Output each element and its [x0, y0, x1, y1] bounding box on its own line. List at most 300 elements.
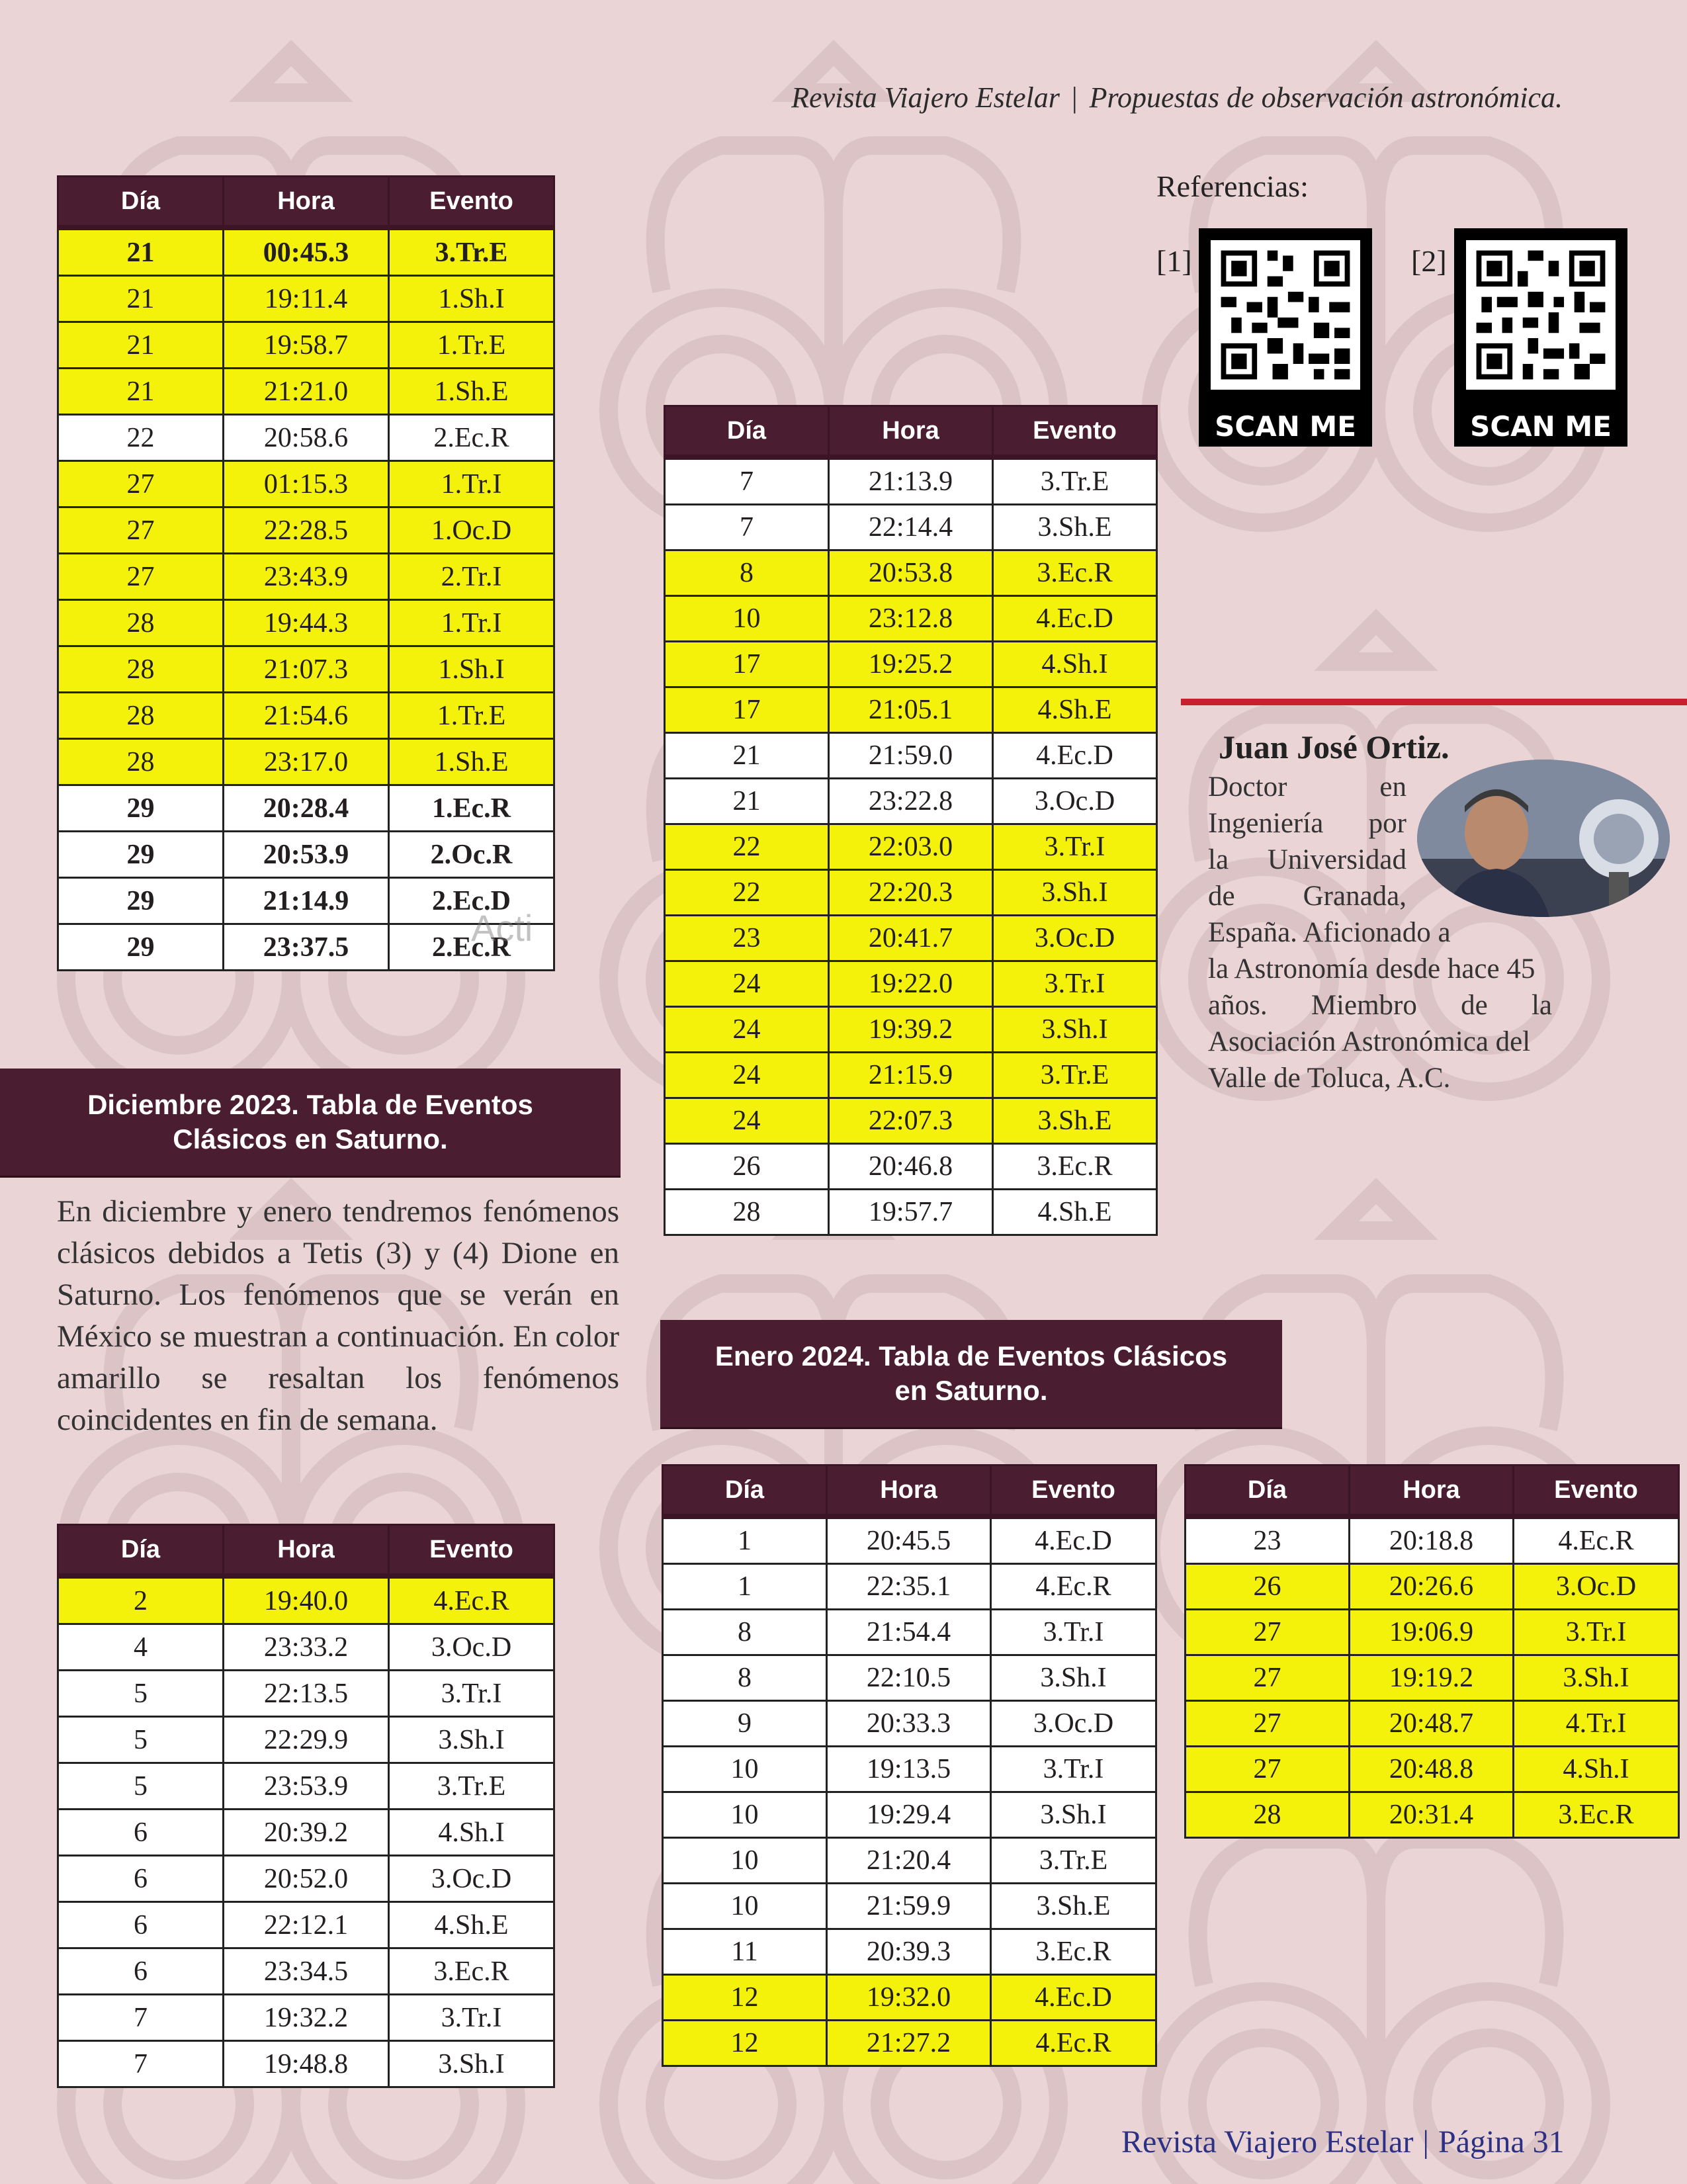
qr-code-2[interactable]	[1454, 228, 1627, 447]
table-row	[663, 1884, 1156, 1929]
cell-hora: 20:28.4	[224, 785, 389, 832]
cell-hora: 20:48.8	[1350, 1747, 1514, 1792]
cell-evento: 3.Sh.E	[991, 1884, 1156, 1929]
cell-evento: 4.Ec.R	[991, 1564, 1156, 1610]
cell-evento: 3.Oc.D	[389, 1856, 554, 1902]
cell-evento: 1.Sh.E	[389, 739, 554, 785]
cell-dia: 8	[663, 1655, 827, 1701]
bio-line: España. Aficionado a	[1208, 917, 1451, 948]
cell-dia: 7	[665, 457, 829, 505]
cell-dia: 26	[1186, 1564, 1350, 1610]
table-row	[665, 1007, 1157, 1053]
cell-evento: 1.Tr.I	[389, 600, 554, 646]
reference-number-2: [2]	[1411, 244, 1447, 278]
col-dia: Día	[58, 177, 224, 228]
table-row	[58, 646, 554, 693]
cell-hora: 20:52.0	[224, 1856, 389, 1902]
table-row	[663, 1792, 1156, 1838]
cell-dia: 21	[58, 369, 224, 415]
cell-evento: 4.Ec.R	[389, 1576, 554, 1624]
cell-evento: 1.Sh.E	[389, 369, 554, 415]
page-number: Página 31	[1438, 2124, 1565, 2160]
cell-hora: 22:03.0	[829, 824, 993, 870]
table-row	[665, 961, 1157, 1007]
cell-evento: 4.Ec.D	[993, 596, 1157, 642]
cell-dia: 27	[58, 554, 224, 600]
table-row	[58, 1624, 554, 1671]
table-row	[58, 1671, 554, 1717]
cell-hora: 19:32.0	[827, 1975, 991, 2021]
cell-dia: 27	[58, 507, 224, 554]
cell-hora: 01:15.3	[224, 461, 389, 507]
cell-evento: 3.Oc.D	[993, 916, 1157, 961]
cell-dia: 7	[665, 505, 829, 550]
cell-hora: 19:48.8	[224, 2041, 389, 2087]
table-row	[665, 916, 1157, 961]
cell-evento: 3.Tr.I	[1514, 1610, 1679, 1655]
cell-dia: 6	[58, 1902, 224, 1948]
cell-dia: 28	[58, 739, 224, 785]
cell-evento: 3.Ec.R	[993, 1144, 1157, 1190]
bio-line: de Granada,	[1208, 881, 1406, 912]
table-row	[665, 870, 1157, 916]
cell-dia: 8	[665, 550, 829, 596]
cell-evento: 1.Sh.I	[389, 646, 554, 693]
reference-number-1: [1]	[1156, 244, 1192, 278]
cell-hora: 20:33.3	[827, 1701, 991, 1747]
col-evento: Evento	[389, 1525, 554, 1577]
cell-evento: 3.Ec.R	[991, 1929, 1156, 1975]
cell-hora: 22:28.5	[224, 507, 389, 554]
cell-evento: 2.Ec.R	[389, 415, 554, 461]
table-row	[665, 457, 1157, 505]
table-row	[663, 1516, 1156, 1564]
cell-evento: 3.Sh.I	[1514, 1655, 1679, 1701]
table-row	[1186, 1792, 1679, 1838]
qr-icon	[1211, 240, 1360, 390]
cell-evento: 3.Tr.E	[991, 1838, 1156, 1884]
cell-hora: 20:31.4	[1350, 1792, 1514, 1838]
table-row	[663, 1929, 1156, 1975]
cell-hora: 00:45.3	[224, 228, 389, 276]
cell-hora: 23:33.2	[224, 1624, 389, 1671]
cell-dia: 10	[663, 1838, 827, 1884]
cell-evento: 4.Ec.D	[991, 1516, 1156, 1564]
table-row	[665, 824, 1157, 870]
events-table-jan-late	[1184, 1464, 1680, 1839]
cell-dia: 27	[58, 461, 224, 507]
col-evento: Evento	[1514, 1465, 1679, 1517]
cell-hora: 21:21.0	[224, 369, 389, 415]
col-dia: Día	[665, 406, 829, 458]
table-row	[58, 832, 554, 878]
cell-evento: 3.Tr.I	[991, 1610, 1156, 1655]
table-row	[663, 2021, 1156, 2066]
table-row	[58, 228, 554, 276]
cell-evento: 3.Tr.I	[389, 1995, 554, 2041]
cell-hora: 19:11.4	[224, 276, 389, 322]
cell-dia: 27	[1186, 1701, 1350, 1747]
cell-hora: 21:07.3	[224, 646, 389, 693]
cell-hora: 20:45.5	[827, 1516, 991, 1564]
cell-evento: 3.Tr.I	[993, 961, 1157, 1007]
cell-dia: 29	[58, 832, 224, 878]
cell-dia: 27	[1186, 1747, 1350, 1792]
cell-evento: 3.Tr.I	[991, 1747, 1156, 1792]
cell-dia: 23	[1186, 1516, 1350, 1564]
cell-dia: 28	[1186, 1792, 1350, 1838]
cell-hora: 23:34.5	[224, 1948, 389, 1995]
cell-hora: 22:35.1	[827, 1564, 991, 1610]
cell-dia: 27	[1186, 1610, 1350, 1655]
table-row	[58, 600, 554, 646]
table-row	[58, 1576, 554, 1624]
cell-evento: 3.Oc.D	[1514, 1564, 1679, 1610]
cell-evento: 1.Tr.I	[389, 461, 554, 507]
table-row	[663, 1564, 1156, 1610]
cell-dia: 10	[665, 596, 829, 642]
header-separator: |	[1071, 81, 1078, 114]
cell-dia: 24	[665, 961, 829, 1007]
table-row	[58, 785, 554, 832]
table-row	[1186, 1747, 1679, 1792]
qr-caption-2: SCAN ME	[1470, 410, 1612, 443]
cell-evento: 4.Ec.R	[991, 2021, 1156, 2066]
cell-dia: 24	[665, 1098, 829, 1144]
cell-evento: 4.Sh.I	[1514, 1747, 1679, 1792]
cell-evento: 4.Ec.D	[991, 1975, 1156, 2021]
cell-evento: 3.Ec.R	[389, 1948, 554, 1995]
cell-hora: 22:14.4	[829, 505, 993, 550]
cell-evento: 3.Ec.R	[993, 550, 1157, 596]
table-row	[665, 1144, 1157, 1190]
cell-hora: 22:13.5	[224, 1671, 389, 1717]
cell-hora: 19:57.7	[829, 1190, 993, 1235]
cell-dia: 21	[665, 733, 829, 779]
caption-jan-line-2: en Saturno.	[894, 1375, 1048, 1406]
cell-dia: 28	[58, 600, 224, 646]
cell-evento: 3.Sh.I	[389, 1717, 554, 1763]
cell-evento: 3.Sh.I	[991, 1655, 1156, 1701]
cell-hora: 21:15.9	[829, 1053, 993, 1098]
cell-evento: 3.Oc.D	[991, 1701, 1156, 1747]
cell-evento: 4.Sh.I	[389, 1810, 554, 1856]
cell-dia: 26	[665, 1144, 829, 1190]
bio-line: la Astronomía desde hace 45	[1208, 953, 1536, 984]
cell-dia: 22	[58, 415, 224, 461]
cell-dia: 5	[58, 1717, 224, 1763]
cell-evento: 3.Tr.I	[389, 1671, 554, 1717]
cell-hora: 21:59.0	[829, 733, 993, 779]
cell-dia: 24	[665, 1053, 829, 1098]
table-row	[58, 2041, 554, 2087]
table-row	[58, 1717, 554, 1763]
cell-dia: 7	[58, 2041, 224, 2087]
cell-hora: 19:13.5	[827, 1747, 991, 1792]
cell-evento: 2.Oc.R	[389, 832, 554, 878]
bio-line: años. Miembro de la	[1208, 990, 1552, 1021]
cell-evento: 3.Tr.E	[389, 228, 554, 276]
table-row	[58, 507, 554, 554]
cell-dia: 21	[58, 228, 224, 276]
author-name: Juan José Ortiz.	[1219, 728, 1449, 765]
cell-evento: 3.Tr.E	[993, 457, 1157, 505]
cell-hora: 23:12.8	[829, 596, 993, 642]
author-bio	[1208, 769, 1552, 1096]
cell-hora: 22:07.3	[829, 1098, 993, 1144]
qr-icon	[1466, 240, 1616, 390]
section-divider	[1181, 699, 1687, 705]
cell-dia: 6	[58, 1810, 224, 1856]
cell-evento: 3.Sh.I	[993, 1007, 1157, 1053]
cell-hora: 21:20.4	[827, 1838, 991, 1884]
cell-dia: 1	[663, 1564, 827, 1610]
cell-dia: 29	[58, 878, 224, 924]
cell-evento: 3.Sh.E	[993, 505, 1157, 550]
table-row	[663, 1701, 1156, 1747]
cell-dia: 29	[58, 924, 224, 971]
cell-hora: 20:39.3	[827, 1929, 991, 1975]
cell-hora: 21:27.2	[827, 2021, 991, 2066]
col-dia: Día	[58, 1525, 224, 1577]
table-row	[665, 779, 1157, 824]
cell-evento: 1.Tr.E	[389, 322, 554, 369]
qr-code-1[interactable]	[1199, 228, 1372, 447]
cell-evento: 4.Ec.D	[993, 733, 1157, 779]
cell-dia: 7	[58, 1995, 224, 2041]
cell-evento: 3.Sh.I	[389, 2041, 554, 2087]
cell-hora: 21:13.9	[829, 457, 993, 505]
cell-hora: 20:48.7	[1350, 1701, 1514, 1747]
cell-hora: 22:20.3	[829, 870, 993, 916]
qr-caption-1: SCAN ME	[1215, 410, 1356, 443]
cell-evento: 1.Ec.R	[389, 785, 554, 832]
table-row	[663, 1838, 1156, 1884]
cell-hora: 19:19.2	[1350, 1655, 1514, 1701]
table-row	[58, 1902, 554, 1948]
cell-hora: 19:44.3	[224, 600, 389, 646]
events-table-jan-early	[662, 1464, 1157, 2067]
cell-evento: 3.Ec.R	[1514, 1792, 1679, 1838]
cell-dia: 9	[663, 1701, 827, 1747]
table-row	[1186, 1655, 1679, 1701]
table-row	[58, 1856, 554, 1902]
cell-dia: 11	[663, 1929, 827, 1975]
events-table-dec-mid	[664, 405, 1158, 1236]
caption-dec-line-1: Diciembre 2023. Tabla de Eventos	[87, 1089, 533, 1120]
cell-hora: 21:54.6	[224, 693, 389, 739]
table-row	[58, 1948, 554, 1995]
table-row	[58, 1810, 554, 1856]
caption-jan	[660, 1320, 1282, 1427]
cell-hora: 19:29.4	[827, 1792, 991, 1838]
cell-hora: 20:53.9	[224, 832, 389, 878]
cell-hora: 21:05.1	[829, 687, 993, 733]
cell-hora: 20:26.6	[1350, 1564, 1514, 1610]
table-row	[665, 733, 1157, 779]
cell-dia: 24	[665, 1007, 829, 1053]
cell-dia: 4	[58, 1624, 224, 1671]
cell-evento: 3.Oc.D	[993, 779, 1157, 824]
table-row	[58, 369, 554, 415]
header-magazine: Revista Viajero Estelar	[791, 81, 1060, 114]
table-row	[58, 461, 554, 507]
cell-dia: 1	[663, 1516, 827, 1564]
cell-dia: 2	[58, 1576, 224, 1624]
col-dia: Día	[1186, 1465, 1350, 1517]
col-hora: Hora	[1350, 1465, 1514, 1517]
cell-evento: 4.Ec.R	[1514, 1516, 1679, 1564]
cell-hora: 23:53.9	[224, 1763, 389, 1810]
table-row	[665, 1190, 1157, 1235]
cell-hora: 20:41.7	[829, 916, 993, 961]
cell-evento: 3.Sh.I	[993, 870, 1157, 916]
cell-evento: 1.Sh.I	[389, 276, 554, 322]
watermark-text: Acti	[471, 907, 533, 949]
page-footer	[1121, 2124, 1565, 2160]
cell-hora: 22:10.5	[827, 1655, 991, 1701]
cell-evento: 1.Oc.D	[389, 507, 554, 554]
table-row	[58, 276, 554, 322]
cell-hora: 20:18.8	[1350, 1516, 1514, 1564]
caption-jan-line-1: Enero 2024. Tabla de Eventos Clásicos	[714, 1340, 1228, 1372]
table-row	[58, 554, 554, 600]
table-row	[1186, 1610, 1679, 1655]
cell-dia: 27	[1186, 1655, 1350, 1701]
cell-hora: 19:25.2	[829, 642, 993, 687]
cell-evento: 3.Tr.E	[993, 1053, 1157, 1098]
table-row	[58, 1995, 554, 2041]
bio-line: Ingeniería por	[1208, 808, 1406, 839]
cell-dia: 10	[663, 1747, 827, 1792]
cell-hora: 19:22.0	[829, 961, 993, 1007]
cell-hora: 19:06.9	[1350, 1610, 1514, 1655]
cell-hora: 19:58.7	[224, 322, 389, 369]
caption-dec	[0, 1069, 621, 1176]
cell-dia: 28	[58, 646, 224, 693]
col-hora: Hora	[829, 406, 993, 458]
cell-dia: 10	[663, 1792, 827, 1838]
cell-dia: 21	[58, 322, 224, 369]
cell-dia: 17	[665, 687, 829, 733]
cell-hora: 20:46.8	[829, 1144, 993, 1190]
cell-dia: 21	[58, 276, 224, 322]
cell-evento: 4.Sh.E	[993, 1190, 1157, 1235]
cell-dia: 22	[665, 824, 829, 870]
cell-hora: 21:59.9	[827, 1884, 991, 1929]
cell-hora: 23:22.8	[829, 779, 993, 824]
cell-dia: 10	[663, 1884, 827, 1929]
table-row	[58, 322, 554, 369]
cell-evento: 2.Ec.R	[389, 924, 554, 971]
table-row	[665, 1053, 1157, 1098]
cell-dia: 21	[665, 779, 829, 824]
cell-evento: 3.Tr.I	[993, 824, 1157, 870]
table-row	[665, 687, 1157, 733]
table-row	[58, 415, 554, 461]
cell-evento: 4.Sh.E	[993, 687, 1157, 733]
table-row	[58, 693, 554, 739]
references-label: Referencias:	[1156, 169, 1309, 203]
cell-dia: 6	[58, 1948, 224, 1995]
bio-line: Asociación Astronómica del	[1208, 1026, 1531, 1057]
footer-magazine: Revista Viajero Estelar	[1121, 2124, 1414, 2160]
cell-dia: 6	[58, 1856, 224, 1902]
cell-hora: 20:58.6	[224, 415, 389, 461]
cell-evento: 2.Tr.I	[389, 554, 554, 600]
col-dia: Día	[663, 1465, 827, 1517]
events-table-dec-early	[57, 1524, 555, 2088]
cell-dia: 5	[58, 1671, 224, 1717]
table-row	[665, 1098, 1157, 1144]
table-row	[58, 739, 554, 785]
table-row	[663, 1975, 1156, 2021]
events-table-dec-late	[57, 175, 555, 971]
cell-hora: 19:39.2	[829, 1007, 993, 1053]
caption-dec-line-2: Clásicos en Saturno.	[173, 1123, 448, 1155]
running-header	[791, 81, 1563, 114]
cell-evento: 3.Sh.E	[993, 1098, 1157, 1144]
table-row	[663, 1610, 1156, 1655]
cell-dia: 28	[58, 693, 224, 739]
cell-evento: 4.Tr.I	[1514, 1701, 1679, 1747]
cell-hora: 22:12.1	[224, 1902, 389, 1948]
cell-hora: 19:40.0	[224, 1576, 389, 1624]
col-evento: Evento	[993, 406, 1157, 458]
bio-line: Valle de Toluca, A.C.	[1208, 1063, 1451, 1094]
table-row	[1186, 1516, 1679, 1564]
cell-hora: 20:39.2	[224, 1810, 389, 1856]
cell-dia: 12	[663, 1975, 827, 2021]
cell-evento: 3.Sh.I	[991, 1792, 1156, 1838]
cell-hora: 23:17.0	[224, 739, 389, 785]
col-hora: Hora	[224, 1525, 389, 1577]
header-section: Propuestas de observación astronómica.	[1089, 81, 1563, 114]
table-row	[663, 1655, 1156, 1701]
col-evento: Evento	[389, 177, 554, 228]
cell-dia: 5	[58, 1763, 224, 1810]
table-row	[1186, 1564, 1679, 1610]
cell-dia: 23	[665, 916, 829, 961]
table-row	[58, 1763, 554, 1810]
cell-evento: 4.Sh.E	[389, 1902, 554, 1948]
cell-hora: 22:29.9	[224, 1717, 389, 1763]
cell-hora: 21:54.4	[827, 1610, 991, 1655]
cell-evento: 1.Tr.E	[389, 693, 554, 739]
intro-paragraph: En diciembre y enero tendremos fenómenos clásicos debidos a Tetis (3) y (4) Dione en Saturno. Los fenómenos que se verán en México se muestran a continuación. En color amarillo se resaltan los fenómenos coincidentes en fin de semana.	[57, 1194, 619, 1437]
cell-dia: 22	[665, 870, 829, 916]
footer-separator: |	[1422, 2124, 1430, 2160]
bio-line: la Universidad	[1208, 844, 1406, 875]
table-row	[1186, 1701, 1679, 1747]
col-evento: Evento	[991, 1465, 1156, 1517]
cell-dia: 8	[663, 1610, 827, 1655]
cell-hora: 23:37.5	[224, 924, 389, 971]
cell-evento: 3.Tr.E	[389, 1763, 554, 1810]
cell-dia: 28	[665, 1190, 829, 1235]
cell-hora: 21:14.9	[224, 878, 389, 924]
cell-hora: 23:43.9	[224, 554, 389, 600]
cell-hora: 19:32.2	[224, 1995, 389, 2041]
col-hora: Hora	[224, 177, 389, 228]
table-row	[665, 550, 1157, 596]
cell-dia: 29	[58, 785, 224, 832]
table-row	[663, 1747, 1156, 1792]
cell-evento: 2.Ec.D	[389, 878, 554, 924]
cell-evento: 4.Sh.I	[993, 642, 1157, 687]
bio-line: Doctor en	[1208, 771, 1406, 803]
cell-evento: 3.Oc.D	[389, 1624, 554, 1671]
